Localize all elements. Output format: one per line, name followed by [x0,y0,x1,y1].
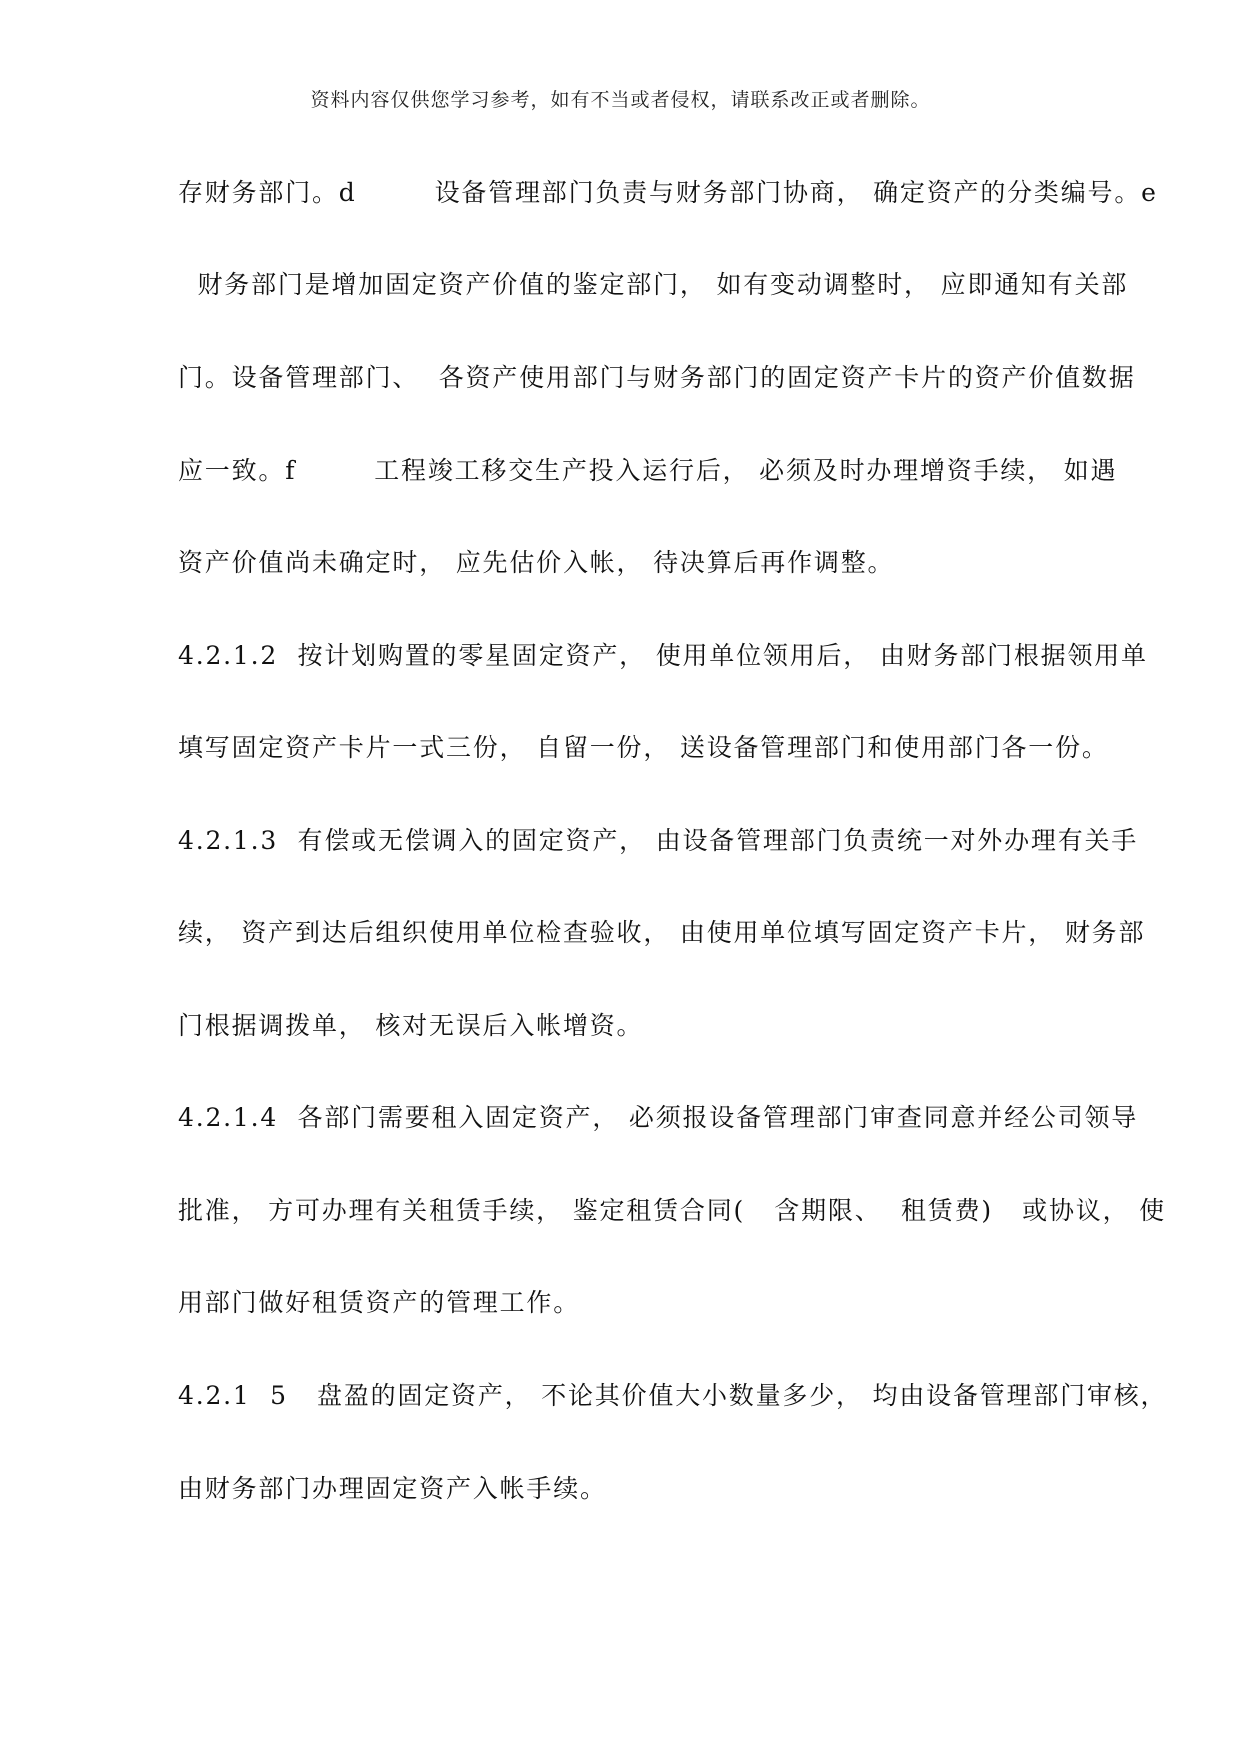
body-line-1: 存财务部门。d 设备管理部门负责与财务部门协商， 确定资产的分类编号。e [178,178,1158,207]
body-line-5: 资产价值尚未确定时， 应先估价入帐， 待决算后再作调整。 [178,548,895,577]
body-line-15: 由财务部门办理固定资产入帐手续。 [178,1474,607,1503]
body-line-12: 批准， 方可办理有关租赁手续， 鉴定租赁合同( 含期限、 租赁费) 或协议， 使 [178,1196,1166,1225]
page-header-disclaimer: 资料内容仅供您学习参考，如有不当或者侵权，请联系改正或者删除。 [310,89,931,111]
body-line-7: 填写固定资产卡片一式三份， 自留一份， 送设备管理部门和使用部门各一份。 [178,733,1109,762]
body-line-10: 门根据调拨单， 核对无误后入帐增资。 [178,1011,644,1040]
body-line-14: 4.2.1 5 盘盈的固定资产， 不论其价值大小数量多少， 均由设备管理部门审核， [178,1381,1168,1410]
body-line-6: 4.2.1.2 按计划购置的零星固定资产， 使用单位领用后， 由财务部门根据领用单 [178,641,1148,670]
body-line-11: 4.2.1.4 各部门需要租入固定资产， 必须报设备管理部门审查同意并经公司领导 [178,1103,1139,1132]
body-line-9: 续， 资产到达后组织使用单位检查验收， 由使用单位填写固定资产卡片， 财务部 [178,918,1146,947]
body-line-3: 门。设备管理部门、 各资产使用部门与财务部门的固定资产卡片的资产价值数据 [178,363,1136,392]
body-line-8: 4.2.1.3 有偿或无偿调入的固定资产， 由设备管理部门负责统一对外办理有关手 [178,826,1139,855]
body-line-2: 财务部门是增加固定资产价值的鉴定部门， 如有变动调整时， 应即通知有关部 [178,270,1129,299]
body-line-13: 用部门做好租赁资产的管理工作。 [178,1288,581,1317]
body-line-4: 应一致。f 工程竣工移交生产投入运行后， 必须及时办理增资手续， 如遇 [178,456,1118,485]
